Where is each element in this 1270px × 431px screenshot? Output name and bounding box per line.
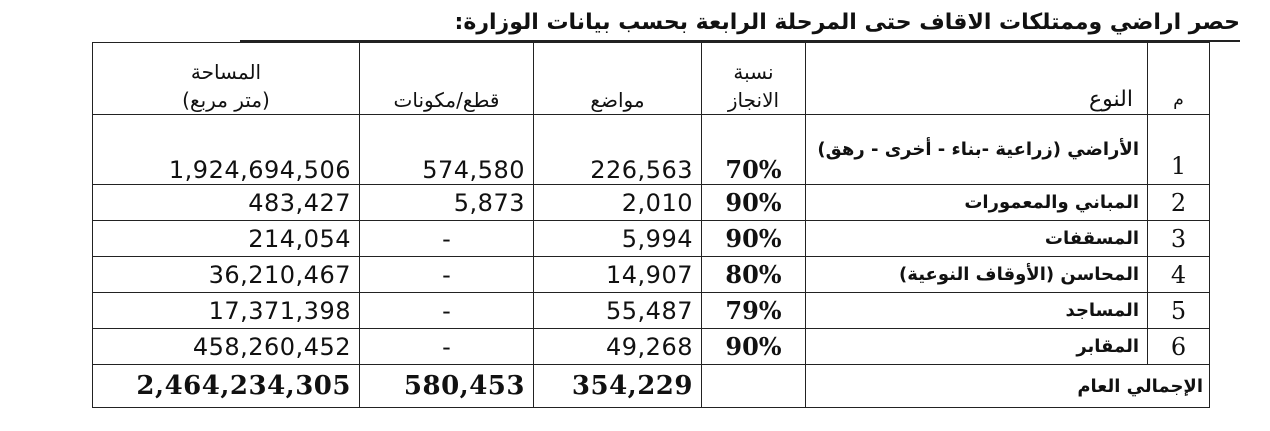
row-sites: 2,010 — [534, 185, 702, 221]
total-percent-empty — [702, 365, 806, 408]
row-pieces: - — [360, 221, 534, 257]
row-pieces: 574,580 — [360, 115, 534, 185]
row-percent: 90% — [702, 185, 806, 221]
header-index: م — [1148, 43, 1210, 115]
row-type: المباني والمعمورات — [806, 185, 1148, 221]
row-percent: 90% — [702, 221, 806, 257]
row-type: المقابر — [806, 329, 1148, 365]
table-row — [93, 185, 1210, 221]
row-index: 1 — [1148, 115, 1210, 185]
row-type: المحاسن (الأوقاف النوعية) — [806, 257, 1148, 293]
row-percent: 90% — [702, 329, 806, 365]
total-sites: 354,229 — [534, 365, 702, 408]
row-index: 3 — [1148, 221, 1210, 257]
document-title: حصر اراضي وممتلكات الاقاف حتى المرحلة الرابعة بحسب بيانات الوزارة: — [240, 6, 1240, 42]
row-percent: 80% — [702, 257, 806, 293]
table-row — [93, 329, 1210, 365]
header-sites: مواضع — [534, 43, 702, 115]
total-row — [93, 365, 1210, 408]
row-type: المساجد — [806, 293, 1148, 329]
waqf-properties-table — [92, 42, 1210, 408]
row-area: 17,371,398 — [93, 293, 360, 329]
row-percent: 70% — [702, 115, 806, 185]
header-percent-line1: نسبة — [733, 60, 774, 85]
row-pieces: - — [360, 293, 534, 329]
row-index: 5 — [1148, 293, 1210, 329]
table-row — [93, 115, 1210, 185]
header-area-line1: المساحة — [190, 60, 262, 85]
row-pieces: - — [360, 257, 534, 293]
row-sites: 226,563 — [534, 115, 702, 185]
table-row — [93, 293, 1210, 329]
table-row — [93, 221, 1210, 257]
row-percent: 79% — [702, 293, 806, 329]
row-type: الأراضي (زراعية -بناء - أخرى - رهق) — [806, 115, 1148, 185]
header-area-line2: (متر مربع) — [182, 88, 270, 113]
row-pieces: - — [360, 329, 534, 365]
header-area — [93, 43, 360, 115]
row-sites: 49,268 — [534, 329, 702, 365]
row-area: 214,054 — [93, 221, 360, 257]
total-label: الإجمالي العام — [806, 365, 1210, 408]
row-pieces: 5,873 — [360, 185, 534, 221]
row-area: 36,210,467 — [93, 257, 360, 293]
row-area: 458,260,452 — [93, 329, 360, 365]
header-pieces: قطع/مكونات — [360, 43, 534, 115]
total-pieces: 580,453 — [360, 365, 534, 408]
total-area: 2,464,234,305 — [93, 365, 360, 408]
row-index: 6 — [1148, 329, 1210, 365]
header-type: النوع — [806, 43, 1148, 115]
header-percent-line2: الانجاز — [727, 88, 780, 113]
row-area: 483,427 — [93, 185, 360, 221]
row-index: 4 — [1148, 257, 1210, 293]
row-sites: 14,907 — [534, 257, 702, 293]
header-row — [93, 43, 1210, 115]
header-percent — [702, 43, 806, 115]
row-type: المسقفات — [806, 221, 1148, 257]
row-sites: 55,487 — [534, 293, 702, 329]
row-area: 1,924,694,506 — [93, 115, 360, 185]
row-index: 2 — [1148, 185, 1210, 221]
table-row — [93, 257, 1210, 293]
row-sites: 5,994 — [534, 221, 702, 257]
